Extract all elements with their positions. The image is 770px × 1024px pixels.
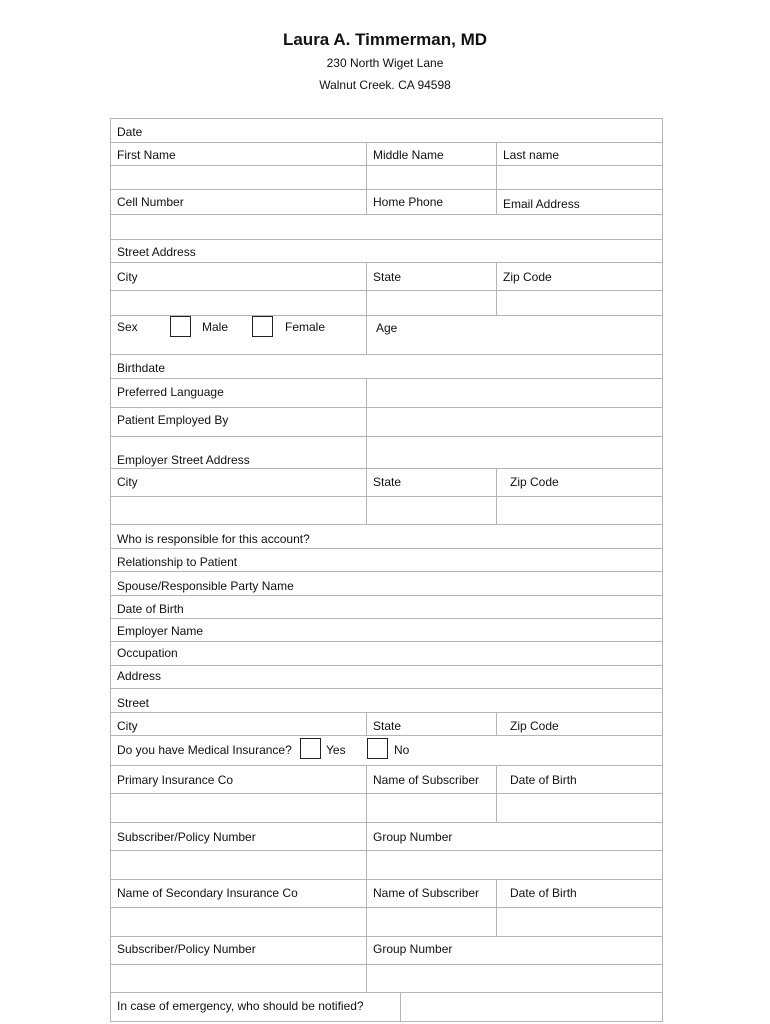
- state-label: State: [373, 270, 402, 284]
- row-rule: [110, 214, 663, 215]
- row-rule: [110, 822, 663, 823]
- employer-street-label: Employer Street Address: [117, 453, 250, 467]
- row-rule: [110, 189, 663, 190]
- email-label: Email Address: [503, 197, 580, 211]
- employer-zip-label: Zip Code: [510, 475, 559, 489]
- col-divider: [366, 378, 367, 468]
- address-label: Address: [117, 669, 162, 683]
- row-rule: [110, 262, 663, 263]
- row-rule: [110, 618, 663, 619]
- insurance-no-checkbox[interactable]: [367, 738, 388, 759]
- male-checkbox[interactable]: [170, 316, 191, 337]
- emergency-question: In case of emergency, who should be notified?: [117, 999, 364, 1013]
- insurance-yes-checkbox[interactable]: [300, 738, 321, 759]
- zip-label: Zip Code: [503, 270, 552, 284]
- patient-registration-form: [110, 118, 663, 1022]
- secondary-policy-number-label: Subscriber/Policy Number: [117, 942, 256, 956]
- street-label: Street: [117, 696, 150, 710]
- practice-name: Laura A. Timmerman, MD: [282, 30, 488, 49]
- row-rule: [110, 936, 663, 937]
- row-rule: [110, 315, 663, 316]
- col-divider: [496, 712, 497, 735]
- cell-number-label: Cell Number: [117, 195, 184, 209]
- form-border-left: [110, 118, 111, 1022]
- row-rule: [110, 290, 663, 291]
- responsible-question: Who is responsible for this account?: [117, 532, 310, 546]
- row-rule: [110, 407, 663, 408]
- col-divider: [496, 142, 497, 214]
- row-rule: [110, 595, 663, 596]
- responsible-dob-label: Date of Birth: [117, 602, 184, 616]
- form-border-right: [662, 118, 663, 1022]
- secondary-group-number-label: Group Number: [373, 942, 453, 956]
- secondary-subscriber-name-label: Name of Subscriber: [373, 886, 480, 900]
- female-label: Female: [285, 320, 326, 334]
- row-rule: [110, 496, 663, 497]
- col-divider: [366, 262, 367, 315]
- col-divider: [496, 262, 497, 315]
- col-divider: [366, 765, 367, 822]
- responsible-state-label: State: [373, 719, 402, 733]
- row-rule: [110, 793, 663, 794]
- row-rule: [110, 142, 663, 143]
- col-divider: [366, 712, 367, 735]
- spouse-name-label: Spouse/Responsible Party Name: [117, 579, 294, 593]
- practice-address-line1: 230 North Wiget Lane: [326, 56, 444, 70]
- col-divider: [496, 468, 497, 525]
- middle-name-label: Middle Name: [373, 148, 444, 162]
- col-divider: [366, 822, 367, 879]
- practice-address-line2: Walnut Creek. CA 94598: [319, 78, 451, 92]
- col-divider: [366, 936, 367, 992]
- male-label: Male: [202, 320, 229, 334]
- row-rule: [110, 765, 663, 766]
- form-border-bottom: [110, 1021, 663, 1022]
- responsible-city-label: City: [117, 719, 138, 733]
- row-rule: [110, 850, 663, 851]
- policy-number-label: Subscriber/Policy Number: [117, 830, 256, 844]
- subscriber-name-label: Name of Subscriber: [373, 773, 480, 787]
- employer-name-label: Employer Name: [117, 624, 204, 638]
- row-rule: [110, 571, 663, 572]
- row-rule: [110, 239, 663, 240]
- insurance-no-label: No: [394, 743, 410, 757]
- age-label: Age: [376, 321, 398, 335]
- row-rule: [110, 992, 663, 993]
- primary-insurance-label: Primary Insurance Co: [117, 773, 234, 787]
- row-rule: [110, 665, 663, 666]
- employer-city-label: City: [117, 475, 138, 489]
- col-divider: [366, 879, 367, 936]
- street-address-label: Street Address: [117, 245, 196, 259]
- form-border-top: [110, 118, 663, 119]
- secondary-subscriber-dob-label: Date of Birth: [510, 886, 577, 900]
- group-number-label: Group Number: [373, 830, 453, 844]
- col-divider: [400, 992, 401, 1022]
- col-divider: [366, 315, 367, 354]
- row-rule: [110, 735, 663, 736]
- row-rule: [110, 879, 663, 880]
- row-rule: [110, 436, 663, 437]
- relationship-label: Relationship to Patient: [117, 555, 238, 569]
- birthdate-label: Birthdate: [117, 361, 166, 375]
- insurance-question: Do you have Medical Insurance?: [117, 743, 292, 757]
- subscriber-dob-label: Date of Birth: [510, 773, 577, 787]
- last-name-label: Last name: [503, 148, 560, 162]
- col-divider: [366, 468, 367, 525]
- home-phone-label: Home Phone: [373, 195, 444, 209]
- secondary-insurance-label: Name of Secondary Insurance Co: [117, 886, 298, 900]
- row-rule: [110, 378, 663, 379]
- row-rule: [110, 548, 663, 549]
- row-rule: [110, 688, 663, 689]
- first-name-label: First Name: [117, 148, 176, 162]
- row-rule: [110, 524, 663, 525]
- row-rule: [110, 354, 663, 355]
- occupation-label: Occupation: [117, 646, 178, 660]
- city-label: City: [117, 270, 138, 284]
- row-rule: [110, 907, 663, 908]
- responsible-zip-label: Zip Code: [510, 719, 559, 733]
- sex-label: Sex: [117, 320, 138, 334]
- row-rule: [110, 964, 663, 965]
- date-label: Date: [117, 125, 143, 139]
- row-rule: [110, 712, 663, 713]
- row-rule: [110, 468, 663, 469]
- insurance-yes-label: Yes: [326, 743, 346, 757]
- preferred-language-label: Preferred Language: [117, 385, 224, 399]
- employed-by-label: Patient Employed By: [117, 413, 229, 427]
- col-divider: [496, 765, 497, 822]
- employer-state-label: State: [373, 475, 402, 489]
- row-rule: [110, 641, 663, 642]
- col-divider: [496, 879, 497, 936]
- row-rule: [110, 165, 663, 166]
- col-divider: [366, 142, 367, 214]
- female-checkbox[interactable]: [252, 316, 273, 337]
